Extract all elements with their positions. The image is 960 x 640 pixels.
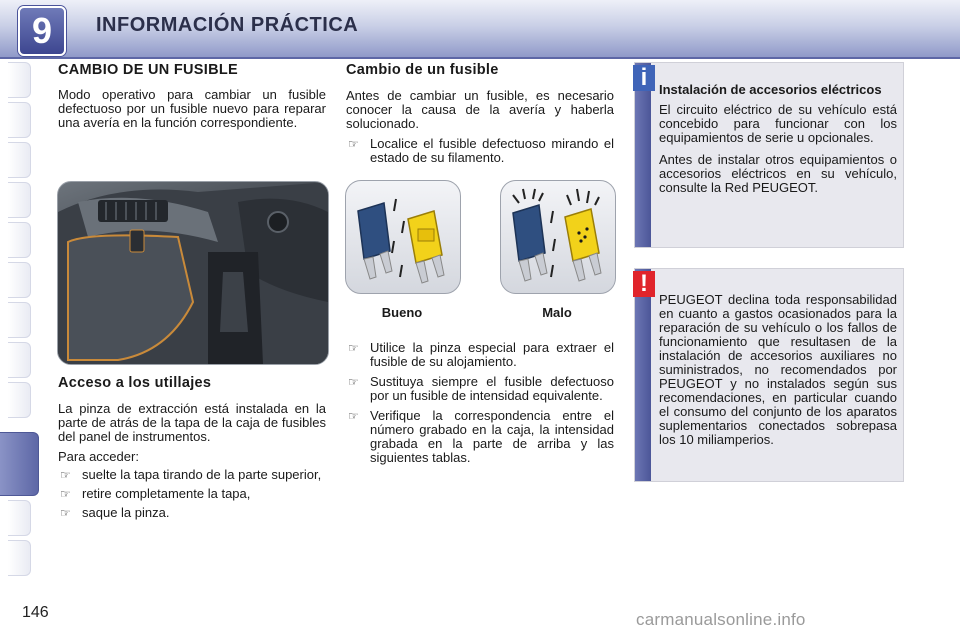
info-note-paragraph: El circuito eléctrico de su vehículo está concebido para funcionar con los equipamientos de serie u opcionales. — [659, 102, 897, 145]
list-item-text: suelte la tapa tirando de la parte superior, — [82, 467, 322, 482]
info-note-box — [634, 62, 904, 248]
list-item-text: Localice el fusible defectuoso mirando el estado de su filamento. — [370, 136, 614, 165]
pointing-hand-icon: ☞ — [60, 506, 71, 520]
pointing-hand-icon: ☞ — [348, 137, 359, 151]
chapter-tab[interactable] — [8, 222, 31, 258]
chapter-tab[interactable] — [8, 342, 31, 378]
pointing-hand-icon: ☞ — [60, 468, 71, 482]
note-side-bar — [635, 269, 651, 481]
fuse-bad-label: Malo — [542, 305, 572, 320]
steps-before-list — [346, 137, 614, 165]
header-divider — [0, 57, 960, 59]
access-steps-list — [58, 468, 326, 520]
list-item — [346, 137, 614, 165]
access-heading: Acceso a los utillajes — [58, 375, 212, 391]
pointing-hand-icon: ☞ — [60, 487, 71, 501]
warning-note-paragraph: PEUGEOT declina toda responsabilidad en cuanto a gastos ocasionados para la reparación de su vehículo o los fallos de funcionamiento que resultasen de la instalación de accesorios auxiliares no suministrados, no recomendados por PEUGEOT y no instalados según sus recomendaciones, en particular cuando el consumo del conjunto de los aparatos suplementarios conectados sobrepasa los 10 miliamperios. — [659, 292, 897, 447]
list-item — [346, 409, 614, 465]
fuse-good-label: Bueno — [381, 305, 423, 320]
fuse-bad-illustration — [500, 180, 616, 294]
dashboard-illustration — [58, 182, 328, 364]
list-item-text: Sustituya siempre el fusible defectuoso por un fusible de intensidad equivalente. — [370, 374, 614, 403]
list-item — [346, 375, 614, 403]
info-note-content — [659, 83, 897, 195]
chapter-tab[interactable] — [8, 262, 31, 298]
warning-note-box — [634, 268, 904, 482]
access-section — [58, 376, 326, 520]
good-fuse-icon — [346, 181, 460, 293]
chapter-title: INFORMACIÓN PRÁCTICA — [96, 14, 359, 36]
info-note-title: Instalación de accesorios eléctricos — [659, 82, 882, 97]
access-paragraph: La pinza de extracción está instalada en la parte de atrás de la tapa de la caja de fusibles del panel de instrumentos. — [58, 401, 326, 444]
watermark-text: carmanualsonline.info — [636, 610, 806, 629]
chapter-tab[interactable] — [8, 142, 31, 178]
info-note-paragraph: Antes de instalar otros equipamientos o accesorios eléctricos en su vehículo, consulte la Red PEUGEOT. — [659, 152, 897, 195]
page-number: 146 — [22, 604, 49, 621]
chapter-number-badge: 9 — [18, 6, 66, 56]
steps-after-section — [346, 341, 614, 465]
warning-icon: ! — [633, 271, 655, 297]
steps-after-list — [346, 341, 614, 465]
chapter-tab[interactable] — [8, 540, 31, 576]
chapter-tabs — [0, 60, 34, 580]
list-item — [346, 341, 614, 369]
section-heading: CAMBIO DE UN FUSIBLE — [58, 62, 238, 78]
intro-paragraph: Modo operativo para cambiar un fusible defectuoso por un fusible nuevo para reparar una avería en la función correspondiente. — [58, 87, 326, 130]
list-item — [58, 487, 326, 501]
chapter-tab[interactable] — [8, 102, 31, 138]
list-item-text: saque la pinza. — [82, 505, 170, 520]
warning-note-content — [659, 293, 897, 447]
chapter-tab[interactable] — [8, 382, 31, 418]
blown-fuse-icon — [501, 181, 615, 293]
section-heading: Cambio de un fusible — [346, 62, 499, 78]
middle-column — [346, 63, 614, 165]
left-column — [58, 63, 326, 130]
list-item — [58, 468, 326, 482]
pointing-hand-icon: ☞ — [348, 409, 359, 423]
fusebox-location-photo — [57, 181, 329, 365]
list-item — [58, 506, 326, 520]
list-item-text: retire completamente la tapa, — [82, 486, 251, 501]
list-item-text: Verifique la correspondencia entre el número grabado en la caja, la intensidad grabada en la parte de arriba y las siguientes tablas. — [370, 408, 614, 465]
intro-paragraph: Antes de cambiar un fusible, es necesario conocer la causa de la avería y haberla solucionado. — [346, 88, 614, 131]
chapter-tab-active[interactable] — [0, 432, 39, 496]
chapter-tab[interactable] — [8, 302, 31, 338]
chapter-tab[interactable] — [8, 182, 31, 218]
fuse-good-illustration — [345, 180, 461, 294]
pointing-hand-icon: ☞ — [348, 375, 359, 389]
chapter-tab[interactable] — [8, 62, 31, 98]
list-item-text: Utilice la pinza especial para extraer el fusible de su alojamiento. — [370, 340, 614, 369]
info-icon: i — [633, 65, 655, 91]
pointing-hand-icon: ☞ — [348, 341, 359, 355]
chapter-tab[interactable] — [8, 500, 31, 536]
access-intro-line: Para acceder: — [58, 449, 139, 464]
